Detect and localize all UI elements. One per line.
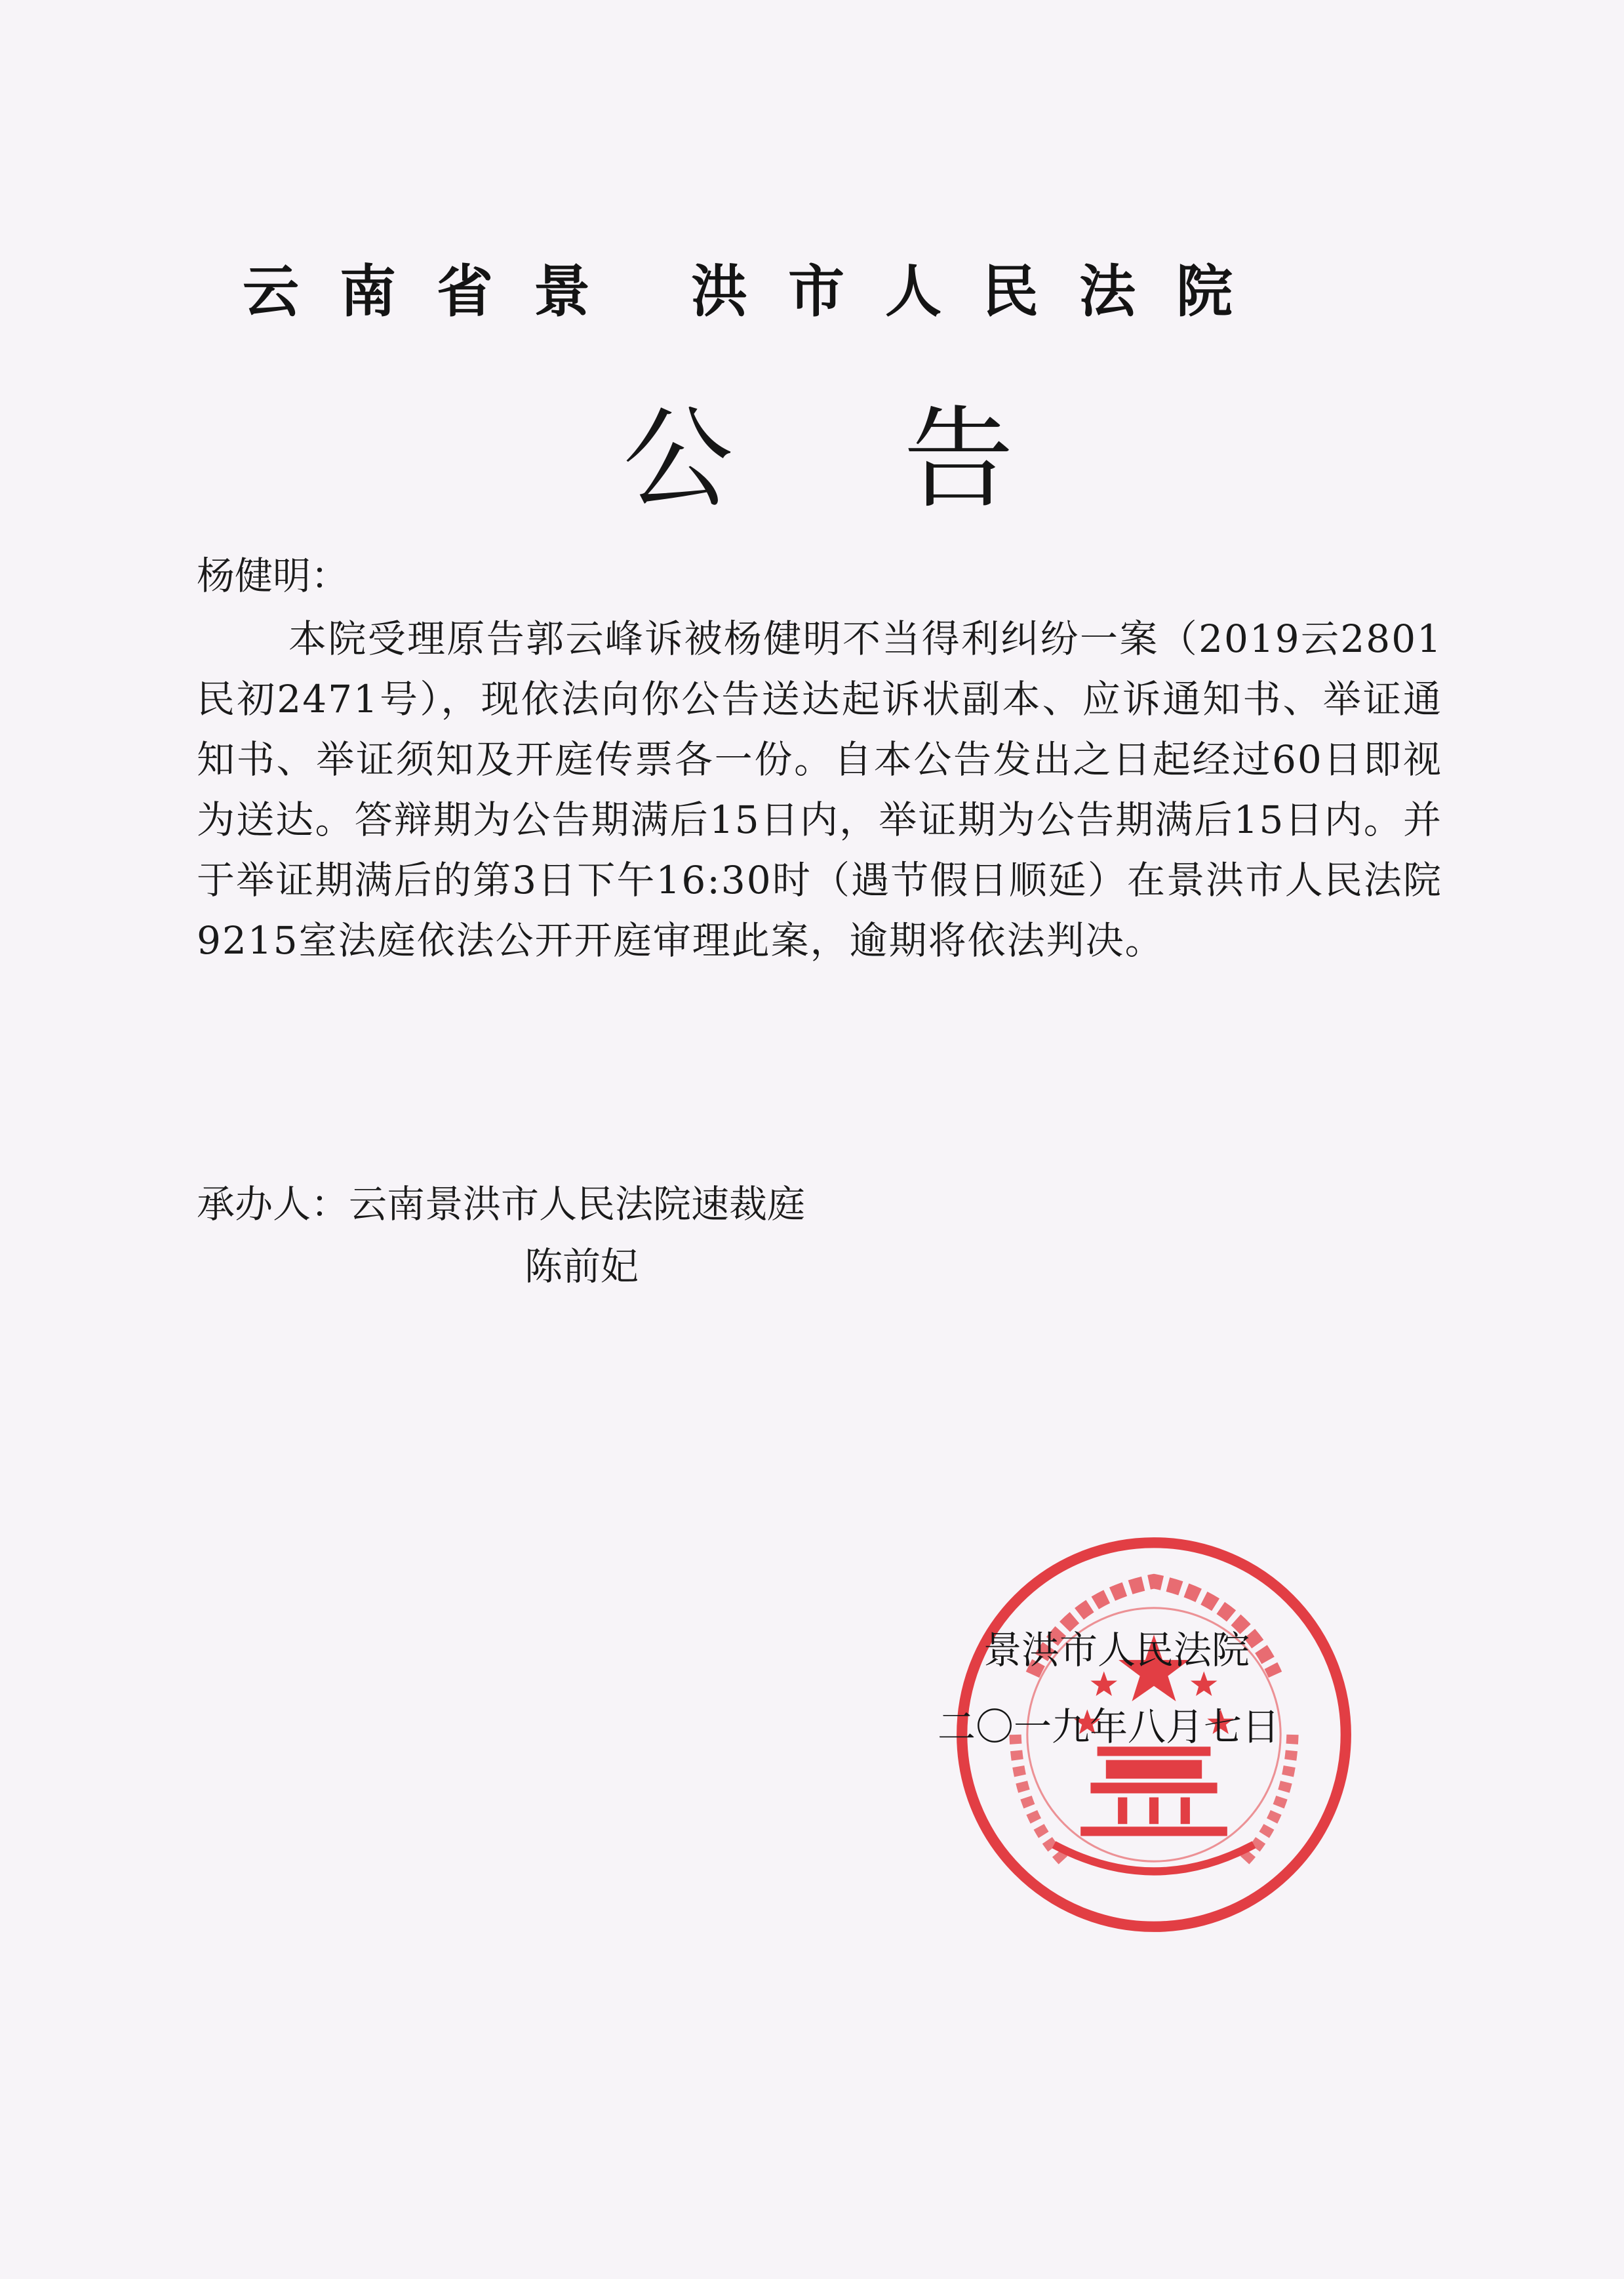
- notice-body: 本院受理原告郭云峰诉被杨健明不当得利纠纷一案（2019云2801民初2471号），现依法向你公告送达起诉状副本、应诉通知书、举证通知书、举证须知及开庭传票各一份。自本公告发出之日起经过60日即视为送达。答辩期为公告期满后15日内，举证期为公告期满后15日内。并于举证期满后的第3日下午16:30时（遇节假日顺延）在景洪市人民法院9215室法庭依法公开开庭审理此案，逾期将依法判决。: [197, 616, 1442, 963]
- signature-court-name: 景洪市人民法院: [983, 1628, 1250, 1672]
- handler-line: 承办人：云南景洪市人民法院速裁庭: [197, 1182, 806, 1226]
- signature-date: 二〇一九年八月七日: [938, 1704, 1280, 1749]
- court-name-heading: 云南省景 洪市人民法院: [243, 259, 1273, 325]
- addressee: 杨健明：: [197, 554, 349, 598]
- handler-name: 陈前妃: [525, 1244, 639, 1289]
- document-title: 公告: [623, 395, 1184, 523]
